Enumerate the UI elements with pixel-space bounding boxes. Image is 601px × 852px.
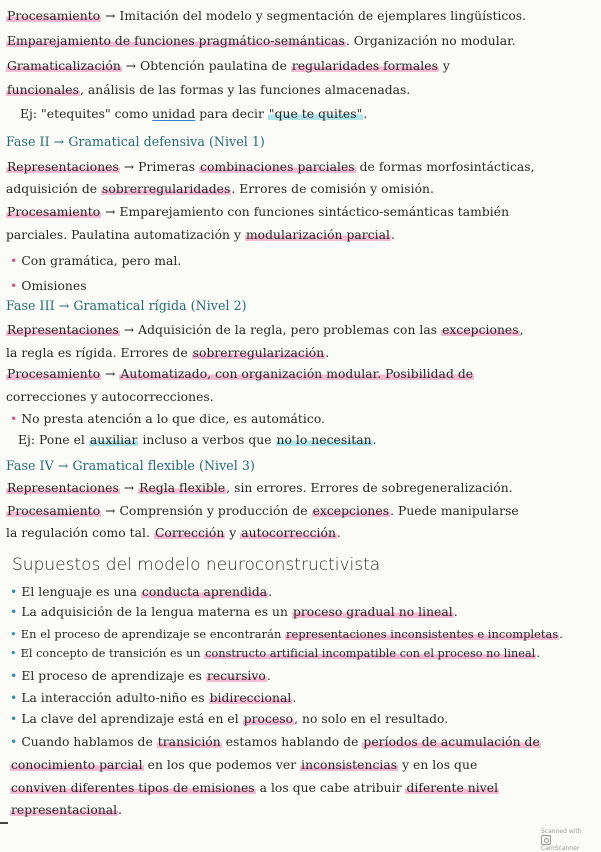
assumption-line: conocimiento parcial en los que podemos ver inconsistencias y en los que	[11, 758, 478, 772]
arrow-icon: →	[105, 504, 116, 518]
arrow-icon: →	[123, 481, 135, 495]
assumption-item: • La adquisición de la lengua materna es un proceso gradual no lineal.	[10, 605, 458, 619]
arrow-icon: →	[105, 205, 116, 219]
assumption-item: • El proceso de aprendizaje es recursivo.	[10, 669, 271, 683]
arrow-icon: →	[125, 59, 137, 73]
scanner-watermark: Scanned with CamScanner	[541, 828, 582, 852]
note-line: Procesamiento → Emparejamiento con funciones sintáctico-semánticas también	[7, 205, 510, 219]
note-line: Representaciones → Adquisición de la regla, pero problemas con las excepciones,	[7, 323, 524, 337]
assumption-item: • La clave del aprendizaje está en el proceso, no solo en el resultado.	[10, 712, 449, 726]
assumption-line: representacional.	[11, 803, 123, 817]
term-label: Representaciones	[7, 323, 119, 337]
note-line: Procesamiento → Automatizado, con organización modular. Posibilidad de	[7, 367, 474, 381]
note-line: correcciones y autocorrecciones.	[6, 390, 214, 404]
term-label: Procesamiento	[7, 9, 101, 23]
list-item: • Con gramática, pero mal.	[10, 254, 182, 268]
camscanner-icon	[541, 835, 551, 845]
note-line: parciales. Paulatina automatización y modularización parcial.	[6, 228, 395, 242]
assumption-item: • La interacción adulto-niño es bidireccional.	[10, 691, 297, 705]
margin-mark	[0, 822, 8, 824]
term-label: Representaciones	[7, 481, 119, 495]
note-line: Procesamiento → Imitación del modelo y segmentación de ejemplares lingüísticos.	[7, 9, 527, 23]
assumption-item: • El concepto de transición es un constructo artificial incompatible con el proceso no lineal.	[10, 647, 540, 660]
note-line: Representaciones → Primeras combinaciones parciales de formas morfosintácticas,	[7, 160, 535, 174]
term-label: Procesamiento	[7, 367, 101, 381]
list-item: • Omisiones	[10, 279, 87, 293]
note-line: Emparejamiento de funciones pragmático-semánticas. Organización no modular.	[7, 34, 516, 48]
note-line: la regulación como tal. Corrección y autocorrección.	[6, 526, 341, 540]
note-line: Gramaticalización → Obtención paulatina de regularidades formales y	[7, 59, 450, 73]
term-label: Procesamiento	[7, 205, 101, 219]
term-label: Representaciones	[7, 160, 119, 174]
term-label: Procesamiento	[7, 504, 101, 518]
assumption-item: • En el proceso de aprendizaje se encontrarán representaciones inconsistentes e incompletas.	[10, 627, 563, 641]
assumption-item: • Cuando hablamos de transición estamos hablando de períodos de acumulación de	[10, 735, 540, 749]
assumption-line: conviven diferentes tipos de emisiones a los que cabe atribuir diferente nivel	[11, 781, 499, 795]
note-line: funcionales, análisis de las formas y las funciones almacenadas.	[7, 83, 411, 97]
note-line: la regla es rígida. Errores de sobrerregularización.	[6, 346, 330, 360]
note-line: Representaciones → Regla flexible, sin errores. Errores de sobregeneralización.	[7, 481, 513, 495]
phase-heading: Fase II → Gramatical defensiva (Nivel 1)	[6, 134, 265, 149]
list-item: • No presta atención a lo que dice, es automático.	[10, 412, 326, 426]
note-line: adquisición de sobrerregularidades. Errores de comisión y omisión.	[6, 182, 434, 196]
arrow-icon: →	[123, 160, 135, 174]
phase-heading: Fase III → Gramatical rígida (Nivel 2)	[6, 298, 247, 313]
arrow-icon: →	[105, 9, 116, 23]
arrow-icon: →	[123, 323, 135, 337]
term-label: Gramaticalización	[7, 59, 121, 73]
example-line: Ej: Pone el auxiliar incluso a verbos que no lo necesitan.	[18, 433, 377, 447]
assumption-item: • El lenguaje es una conducta aprendida.	[10, 585, 273, 599]
section-title: Supuestos del modelo neuroconstructivista	[12, 555, 381, 575]
note-line: Procesamiento → Comprensión y producción de excepciones. Puede manipularse	[7, 504, 519, 518]
example-line: Ej: "etequites" como unidad para decir "que te quites".	[20, 107, 368, 121]
arrow-icon: →	[105, 367, 116, 381]
phase-heading: Fase IV → Gramatical flexible (Nivel 3)	[6, 458, 255, 473]
